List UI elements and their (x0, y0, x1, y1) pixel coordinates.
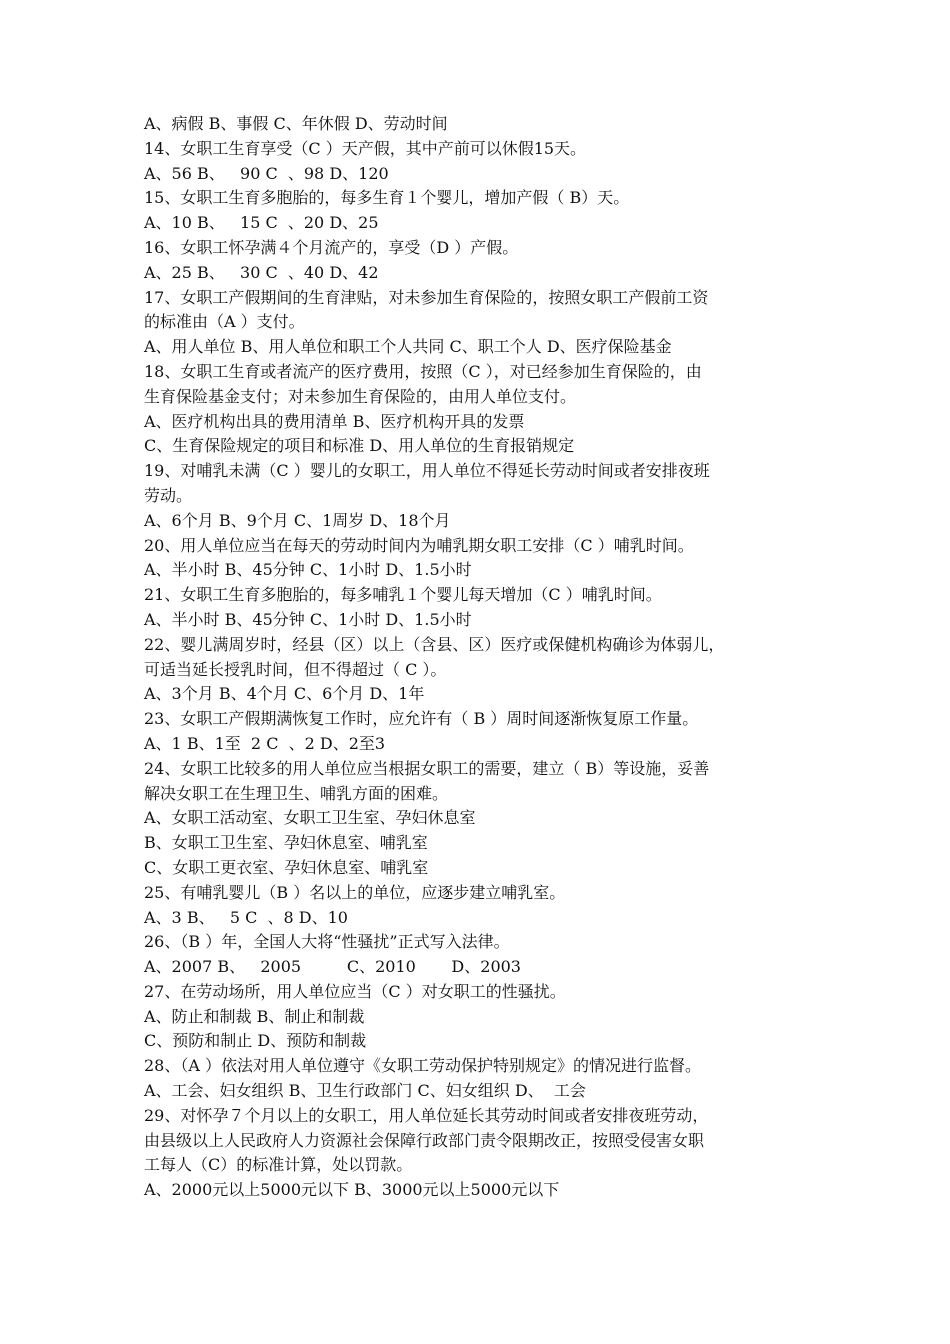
question-18: 18、女职工生育或者流产的医疗费用，按照（C ），对已经参加生育保险的，由 (144, 361, 702, 381)
options-14: A、56 B、 90 C 、98 D、120 (144, 163, 389, 183)
options-17: A、用人单位 B、用人单位和职工个人共同 C、职工个人 D、医疗保险基金 (144, 337, 672, 357)
options-16: A、25 B、 30 C 、40 D、42 (144, 262, 379, 282)
question-27: 27、在劳动场所，用人单位应当（C ）对女职工的性骚扰。 (144, 981, 566, 1001)
options-26: A、2007 B、 2005 C、2010 D、2003 (144, 957, 521, 977)
options-15: A、10 B、 15 C 、20 D、25 (144, 213, 379, 233)
question-22: 22、婴儿满周岁时，经县（区）以上（含县、区）医疗或保健机构确诊为体弱儿， (144, 634, 725, 654)
options-21: A、半小时 B、45分钟 C、1小时 D、1.5小时 (144, 609, 472, 629)
options-29: A、2000元以上5000元以下 B、3000元以上5000元以下 (144, 1180, 560, 1200)
question-24: 24、女职工比较多的用人单位应当根据女职工的需要，建立（ B）等设施，妥善 (144, 758, 710, 778)
question-22-cont: 可适当延长授乳时间，但不得超过（ C ）。 (144, 659, 447, 679)
options-24-c: C、女职工更衣室、孕妇休息室、哺乳室 (144, 857, 429, 877)
options-28: A、工会、妇女组织 B、卫生行政部门 C、妇女组织 D、 工会 (144, 1081, 586, 1101)
options-24-b: B、女职工卫生室、孕妇休息室、哺乳室 (144, 833, 428, 853)
question-17-cont: 的标准由（A ）支付。 (144, 312, 305, 332)
text-line: A、病假 B、事假 C、年休假 D、劳动时间 (144, 114, 448, 133)
question-21: 21、女职工生育多胞胎的，每多哺乳１个婴儿每天增加（C ）哺乳时间。 (144, 585, 662, 605)
question-24-cont: 解决女职工在生理卫生、哺乳方面的困难。 (144, 783, 449, 803)
options-19: A、6个月 B、9个月 C、1周岁 D、18个月 (144, 510, 451, 530)
options-22: A、3个月 B、4个月 C、6个月 D、1年 (144, 684, 425, 704)
document-body (144, 112, 824, 1203)
question-23: 23、女职工产假期满恢复工作时，应允许有（ B ）周时间逐渐恢复原工作量。 (144, 709, 699, 729)
question-16: 16、女职工怀孕满４个月流产的，享受（D ）产假。 (144, 237, 519, 257)
options-25: A、3 B、 5 C 、8 D、10 (144, 907, 348, 927)
question-20: 20、用人单位应当在每天的劳动时间内为哺乳期女职工安排（C ）哺乳时间。 (144, 535, 694, 555)
question-19-cont: 劳动。 (144, 485, 193, 505)
question-29-cont-1: 由县级以上人民政府人力资源社会保障行政部门责令限期改正，按照受侵害女职 (144, 1130, 705, 1150)
question-26: 26、（B ）年，全国人大将“性骚扰”正式写入法律。 (144, 932, 510, 952)
question-29-cont-2: 工每人（C）的标准计算，处以罚款。 (144, 1155, 413, 1175)
options-27-b: C、预防和制止 D、预防和制裁 (144, 1031, 367, 1051)
question-19: 19、对哺乳未满（C ）婴儿的女职工，用人单位不得延长劳动时间或者安排夜班 (144, 461, 710, 481)
options-24-a: A、女职工活动室、女职工卫生室、孕妇休息室 (144, 808, 476, 828)
options-20: A、半小时 B、45分钟 C、1小时 D、1.5小时 (144, 560, 472, 580)
question-14: 14、女职工生育享受（C ）天产假，其中产前可以休假15天。 (144, 138, 587, 158)
options-23: A、1 B、1至 2 C 、2 D、2至3 (144, 733, 386, 753)
question-29: 29、对怀孕７个月以上的女职工，用人单位延长其劳动时间或者安排夜班劳动， (144, 1105, 709, 1125)
options-27-a: A、防止和制裁 B、制止和制裁 (144, 1006, 365, 1026)
question-25: 25、有哺乳婴儿（B ）名以上的单位，应逐步建立哺乳室。 (144, 882, 566, 902)
question-17: 17、女职工产假期间的生育津贴，对未参加生育保险的，按照女职工产假前工资 (144, 287, 709, 307)
question-28: 28、（A ）依法对用人单位遵守《女职工劳动保护特别规定》的情况进行监督。 (144, 1056, 702, 1076)
options-18-b: C、生育保险规定的项目和标准 D、用人单位的生育报销规定 (144, 436, 575, 456)
question-15: 15、女职工生育多胞胎的，每多生育１个婴儿，增加产假（ B）天。 (144, 188, 630, 208)
question-18-cont: 生育保险基金支付；对未参加生育保险的，由用人单位支付。 (144, 386, 577, 406)
options-18-a: A、医疗机构出具的费用清单 B、医疗机构开具的发票 (144, 411, 525, 431)
